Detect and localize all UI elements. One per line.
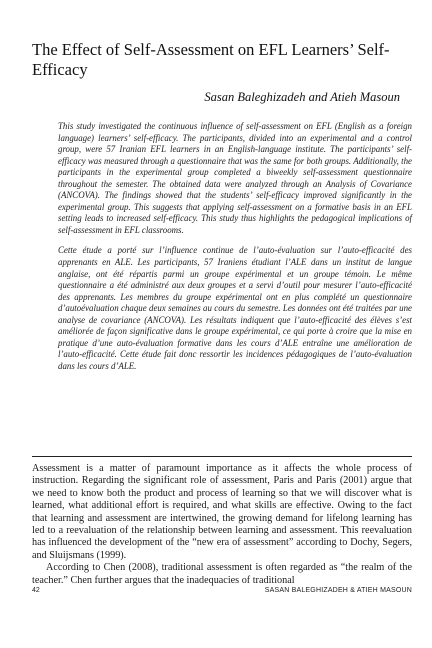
section-divider: [32, 456, 412, 457]
body-paragraph-2: According to Chen (2008), traditional assessment is often regarded as “the realm of the teacher.” Chen further argues that the inadequacies of traditional: [32, 562, 412, 586]
running-head: SASAN BALEGHIZADEH & ATIEH MASOUN: [264, 587, 412, 594]
article-title: The Effect of Self-Assessment on EFL Learners’ Self-Efficacy: [32, 40, 390, 79]
page-footer: [32, 587, 412, 599]
abstract-english: This study investigated the continuous influence of self-assessment on EFL (English as a foreign language) learners’ self-efficacy. The participants, divided into an experimental and a control group, were 57 Iranian EFL learners in an English-language institute. The participants’ self-efficacy was measured through a questionnaire that was the same for both groups. Additionally, the participants in the experimental group completed a biweekly self-assessment questionnaire throughout the semester. The obtained data were analyzed through an Analysis of Covariance (ANCOVA). The findings showed that the students’ self-efficacy improved significantly in the experimental group. This suggests that applying self-assessment on a formative basis in an EFL setting leads to increased self-efficacy. This study thus highlights the pedagogical implications of self-assessment in EFL classrooms.: [58, 121, 412, 235]
page-number: 42: [32, 587, 40, 594]
article-body: [32, 463, 412, 587]
abstract-french: Cette étude a porté sur l’influence continue de l’auto-évaluation sur l’auto-efficacité des apprenants en ALE. Les participants, 57 Iraniens étudiant l’ALE dans un institut de langue anglaise, ont été répartis parmi un groupe expérimental et un groupe témoin. Le même questionnaire a été administré aux deux groupes et a servi d’outil pour mesurer l’auto-efficacité des apprenants. Les membres du groupe expérimental ont en plus complété un questionnaire d’autoévaluation chaque deux semaines au cours du semestre. Les données ont été traitées par une analyse de covariance (ANCOVA). Les résultats indiquent que l’auto-efficacité des élèves s’est améliorée de façon significative dans le groupe expérimental, ce qui porte à croire que la mise en pratique d’une auto-évaluation formative dans les cours d’ALE entraîne une amélioration de l’auto-efficacité. Cette étude fait donc ressortir les incidences pédagogiques de l’auto-évaluation dans les cours d’ALE.: [58, 245, 412, 371]
body-paragraph-1: Assessment is a matter of paramount importance as it affects the whole process of instruction. Regarding the significant role of assessment, Paris and Paris (2001) argue that we need to know both the product and process of learning so that we will discover what is learned, what additional effort is required, and what skills are effective. Owing to the fact that learning and assessment are intertwined, the growing demand for lifelong learning has led to a reevaluation of the relationship between learning and assessment. This reevaluation has influenced the development of the “new era of assessment” according to Dochy, Segers, and Sluijsmans (1999).: [32, 463, 412, 561]
article-authors: Sasan Baleghizadeh and Atieh Masoun: [204, 90, 400, 104]
abstract-block: [58, 121, 412, 372]
